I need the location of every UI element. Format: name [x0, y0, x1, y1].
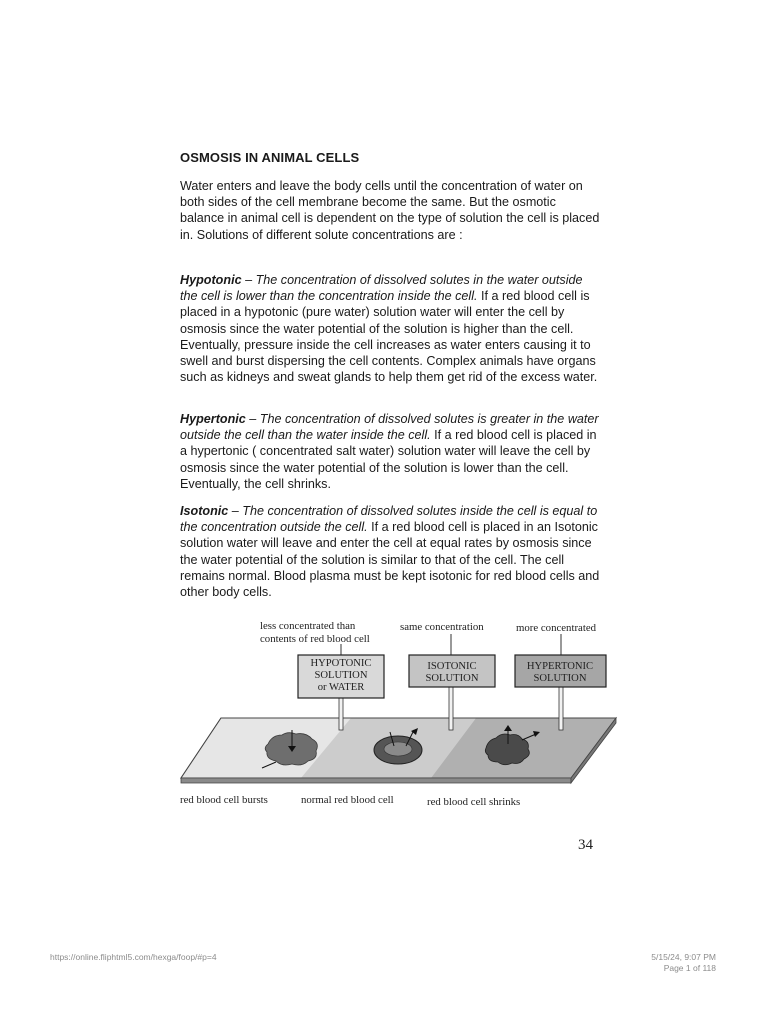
hypertonic-paragraph	[180, 411, 600, 492]
hypotonic-body: If a red blood cell is placed in a hypotonic (pure water) solution water will enter the cell by osmosis since the water potential of the solution is higher than the cell. Eventually, pressure inside the cell increases as water enters causing it to swell and burst dispersing the cell contents. Complex animals have organs such as kidneys and sweat glands to help them get rid of the excess water.	[180, 289, 598, 385]
isotonic-term: Isotonic	[180, 504, 229, 518]
hypertonic-body: If a red blood cell is placed in a hypertonic ( concentrated salt water) solution water will leave the cell by osmosis since the water potential of the solution is lower than the cell. Eventually, the cell shrinks.	[180, 428, 597, 491]
sign-hypotonic-line3: or WATER	[317, 682, 365, 693]
sign-isotonic-line1: ISOTONIC	[427, 661, 477, 672]
caption-normal-cell: normal red blood cell	[301, 794, 394, 806]
signpost-hypertonic	[559, 685, 563, 730]
section-title: OSMOSIS IN ANIMAL CELLS	[180, 150, 360, 165]
signpost-isotonic	[449, 685, 453, 730]
intro-paragraph: Water enters and leave the body cells until the concentration of water on both sides of the cell membrane become the same. But the osmotic balance in animal cell is dependent on the type of solution the cell is placed in. Solutions of different solute concentrations are :	[180, 179, 600, 242]
caption-cell-shrinks: red blood cell shrinks	[427, 796, 521, 808]
label-more-concentrated: more concentrated	[516, 622, 597, 634]
isotonic-definition: The concentration of dissolved solutes inside the cell is equal to the concentration outside the cell.	[180, 504, 598, 535]
hypotonic-term: Hypotonic	[180, 273, 242, 287]
footer-meta	[651, 952, 716, 973]
sign-hypotonic-line1: HYPOTONIC	[310, 658, 372, 669]
footer-url: https://online.fliphtml5.com/hexga/foop/#p=4	[50, 952, 217, 962]
footer-page-info: Page 1 of 118	[663, 962, 716, 973]
isotonic-paragraph	[180, 503, 600, 600]
normal-cell-center-icon	[384, 742, 412, 756]
osmosis-diagram	[176, 612, 626, 812]
hypotonic-paragraph	[180, 272, 600, 385]
sign-isotonic-line2: SOLUTION	[425, 673, 479, 684]
tray-front-edge	[181, 778, 571, 783]
label-same-concentration: same concentration	[400, 621, 484, 633]
hypotonic-dash: –	[241, 273, 256, 287]
label-less-concentrated-line2: contents of red blood cell	[260, 633, 370, 645]
caption-cell-bursts: red blood cell bursts	[180, 794, 268, 806]
isotonic-dash: –	[228, 504, 243, 518]
footer-datetime: 5/15/24, 9:07 PM	[651, 952, 716, 962]
hypotonic-definition: The concentration of dissolved solutes in the water outside the cell is lower than the concentration inside the cell.	[180, 273, 583, 304]
label-less-concentrated-line1: less concentrated than	[260, 620, 356, 632]
hypertonic-definition: The concentration of dissolved solutes is greater in the water outside the cell than the water inside the cell.	[180, 412, 599, 443]
signpost-hypotonic	[339, 697, 343, 730]
sign-hypertonic-line1: HYPERTONIC	[526, 661, 594, 672]
sign-hypertonic-line2: SOLUTION	[533, 673, 587, 684]
osmosis-diagram-svg	[176, 612, 626, 812]
page-number: 34	[578, 837, 593, 853]
sign-hypotonic-line2: SOLUTION	[314, 670, 368, 681]
hypertonic-term: Hypertonic	[180, 412, 246, 426]
isotonic-body: If a red blood cell is placed in an Isotonic solution water will leave and enter the cell at equal rates by osmosis since the water potential of the solution is similar to that of the cell. The cell remains normal. Blood plasma must be kept isotonic for red blood cells and other body cells.	[180, 520, 600, 600]
hypertonic-dash: –	[245, 412, 260, 426]
